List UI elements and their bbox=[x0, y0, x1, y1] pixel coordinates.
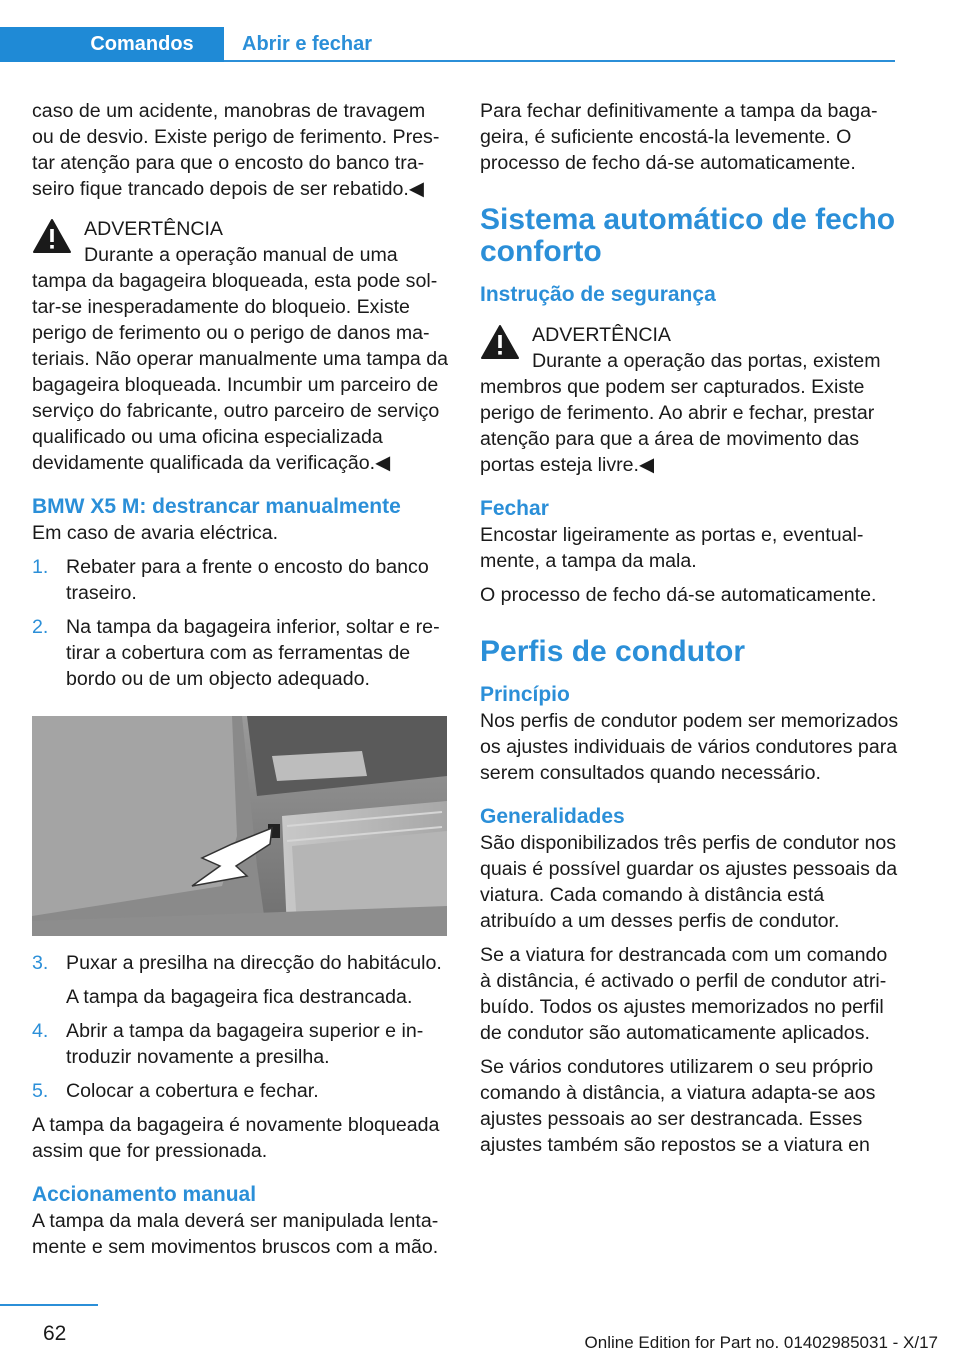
section-heading: Instrução de segurança bbox=[480, 283, 716, 306]
list-item: 2. Na tampa da bagageira inferior, soltar e retirar a cobertura com as ferramentas de bordo ou de um objecto adequado. bbox=[32, 616, 440, 690]
trunk-photo-image bbox=[32, 716, 447, 936]
warning-text: membros que podem ser capturados. Existe perigo de ferimento. Ao abrir e fechar, prestar atenção para que a área de movimento das portas esteja livre.◀ bbox=[480, 376, 875, 476]
paragraph: Se a viatura for destrancada com um comando à distância, é activado o perfil de condutor atribuído. Todos os ajustes memorizados no perfil de condutor são automaticamente aplicados. bbox=[480, 944, 888, 1044]
list-item: A tampa da bagageira fica destrancada. bbox=[66, 986, 413, 1008]
warning-triangle-icon bbox=[480, 324, 520, 360]
section-heading: Princípio bbox=[480, 683, 570, 706]
edition-text: Online Edition for Part no. 01402985031 - X/17 bbox=[584, 1333, 938, 1352]
warning-triangle-icon bbox=[32, 218, 72, 254]
paragraph: Para fechar definitivamente a tampa da bagageira, é suficiente encostá-la levemente. O processo de fecho dá-se automaticamente. bbox=[480, 100, 878, 174]
tab-comandos[interactable]: Comandos bbox=[0, 27, 224, 62]
paragraph: Se vários condutores utilizarem o seu próprio comando à distância, a viatura adapta-se aos ajustes pessoais ao ser destrancada. Esses ajustes também são repostos se a viatura en bbox=[480, 1056, 876, 1156]
list-item: 3. Puxar a presilha na direcção do habitáculo. bbox=[32, 952, 442, 974]
steps-list bbox=[32, 554, 452, 692]
page-number: 62 bbox=[43, 1322, 67, 1345]
paragraph: Encostar ligeiramente as portas e, eventualmente, a tampa da mala. bbox=[480, 524, 864, 572]
left-column bbox=[32, 98, 452, 1268]
chapter-heading: Perfis de condutor bbox=[480, 635, 746, 668]
warning-block bbox=[480, 322, 900, 478]
warning-text: tampa da bagageira bloqueada, esta pode soltar-se inesperadamente do bloqueio. Existe perigo de ferimento ou o perigo de danos materiais. Não operar manualmente uma tampa da bagageira bloqueada. Incumbir um parceiro de serviço do fabricante, outro parceiro de serviço qualificado ou uma oficina especializada devidamente qualificada da verificação.◀ bbox=[32, 270, 449, 474]
list-item: 1. Rebater para a frente o encosto do banco traseiro. bbox=[32, 556, 429, 604]
steps-list bbox=[32, 950, 452, 1104]
header bbox=[0, 0, 895, 62]
paragraph: O processo de fecho dá-se automaticamente. bbox=[480, 584, 877, 606]
paragraph: Nos perfis de condutor podem ser memorizados os ajustes individuais de vários condutores para serem consultados quando necessário. bbox=[480, 710, 899, 784]
trunk-illustration bbox=[32, 716, 447, 936]
paragraph: Em caso de avaria eléctrica. bbox=[32, 522, 279, 544]
warning-title: ADVERTÊNCIA bbox=[84, 218, 224, 240]
section-heading: Fechar bbox=[480, 497, 549, 520]
paragraph: caso de um acidente, manobras de travagem ou de desvio. Existe perigo de ferimento. Prestar atenção para que o encosto do banco traseiro fique trancado depois de ser rebatido.◀ bbox=[32, 100, 440, 200]
paragraph: A tampa da mala deverá ser manipulada lentamente e sem movimentos bruscos com a mão. bbox=[32, 1210, 439, 1258]
footer-divider bbox=[0, 1304, 98, 1306]
section-heading: BMW X5 M: destrancar manualmente bbox=[32, 495, 401, 518]
list-item: 5. Colocar a cobertura e fechar. bbox=[32, 1080, 319, 1102]
warning-text: Durante a operação manual de uma bbox=[84, 244, 398, 266]
warning-title: ADVERTÊNCIA bbox=[532, 324, 672, 346]
section-heading: Accionamento manual bbox=[32, 1183, 257, 1206]
section-heading: Generalidades bbox=[480, 805, 625, 828]
warning-text: Durante a operação das portas, existem bbox=[532, 350, 881, 372]
tab-abrir-e-fechar[interactable]: Abrir e fechar bbox=[242, 33, 373, 55]
warning-block bbox=[32, 216, 452, 476]
right-column bbox=[480, 98, 900, 1166]
chapter-heading: Sistema automático de fecho conforto bbox=[480, 203, 896, 268]
paragraph: São disponibilizados três perfis de condutor nos quais é possível guardar os ajustes pessoais da viatura. Cada comando à distância está atribuído a um desses perfis de condutor. bbox=[480, 832, 898, 932]
header-divider bbox=[224, 60, 895, 62]
paragraph: A tampa da bagageira é novamente bloqueada assim que for pressionada. bbox=[32, 1114, 440, 1162]
list-item: 4. Abrir a tampa da bagageira superior e introduzir novamente a presilha. bbox=[32, 1020, 424, 1068]
